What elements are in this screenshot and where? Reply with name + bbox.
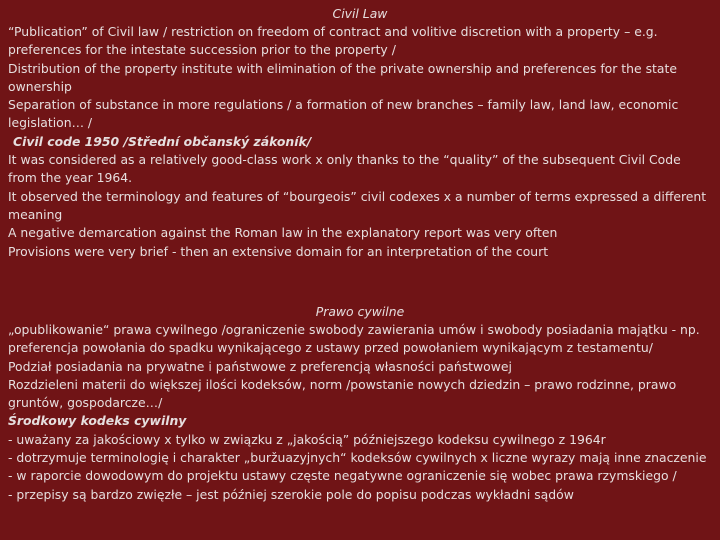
- polish-paragraph-provisions: - przepisy są bardzo zwięzłe – jest później szerokie pole do popisu podczas wykładni sądów: [8, 486, 574, 502]
- english-paragraph-demarcation: A negative demarcation against the Roman law in the explanatory report was very often: [8, 225, 558, 241]
- polish-title: Prawo cywilne: [315, 304, 405, 319]
- polish-paragraph-terminology: - dotrzymuje terminologię i charakter „buržuazyjnych“ kodeksów cywilnych x liczne wyrazy mają inne znaczenie: [8, 450, 707, 466]
- polish-paragraph-separation: Rozdzieleni materii do większej ilości kodeksów, norm /powstanie nowych dziedzin – prawo rodzinne, prawo gruntów, gospodarcze…/: [8, 376, 677, 411]
- english-paragraph-considered: It was considered as a relatively good-class work x only thanks to the “quality” of the subsequent Civil Code from the year 1964.: [8, 152, 681, 186]
- english-paragraph-separation: Separation of substance in more regulations / a formation of new branches – family law, land law, economic legislation… /: [8, 97, 679, 131]
- polish-paragraph-distribution: Podział posiadania na prywatne i państwowe z preferencją własności państwowej: [8, 358, 512, 374]
- english-paragraph-publication: “Publication” of Civil law / restriction on freedom of contract and volitive discretion with a property – e.g. preferences for the intestate succession prior to the property /: [8, 24, 658, 58]
- english-section: [8, 5, 712, 261]
- english-paragraph-distribution: Distribution of the property institute with elimination of the private ownership and preferences for the state ownership: [8, 60, 677, 94]
- english-paragraph-terminology: It observed the terminology and features of “bourgeois” civil codexes x a number of terms expressed a different meaning: [8, 188, 707, 222]
- english-civil-code-heading: Civil code 1950 /Střední občanský zákoník/: [13, 133, 312, 149]
- polish-section: [8, 303, 712, 504]
- english-title: Civil Law: [332, 6, 388, 21]
- polish-paragraph-considered: - uważany za jakościowy x tylko w związku z „jakością” późniejszego kodeksu cywilnego z 1964r: [8, 431, 606, 447]
- polish-civil-code-heading: Środkowy kodeks cywilny: [8, 413, 187, 429]
- english-paragraph-provisions: Provisions were very brief - then an extensive domain for an interpretation of the court: [8, 243, 549, 259]
- polish-paragraph-publication: „opublikowanie“ prawa cywilnego /ograniczenie swobody zawierania umów i swobody posiadania majątku - np. preferencja powołania do spadku wynikającego z ustawy przed powołaniem wynikającym z testamentu/: [8, 322, 700, 356]
- polish-paragraph-demarcation: - w raporcie dowodowym do projektu ustawy częste negatywne ograniczenie się wobec prawa rzymskiego /: [8, 468, 677, 484]
